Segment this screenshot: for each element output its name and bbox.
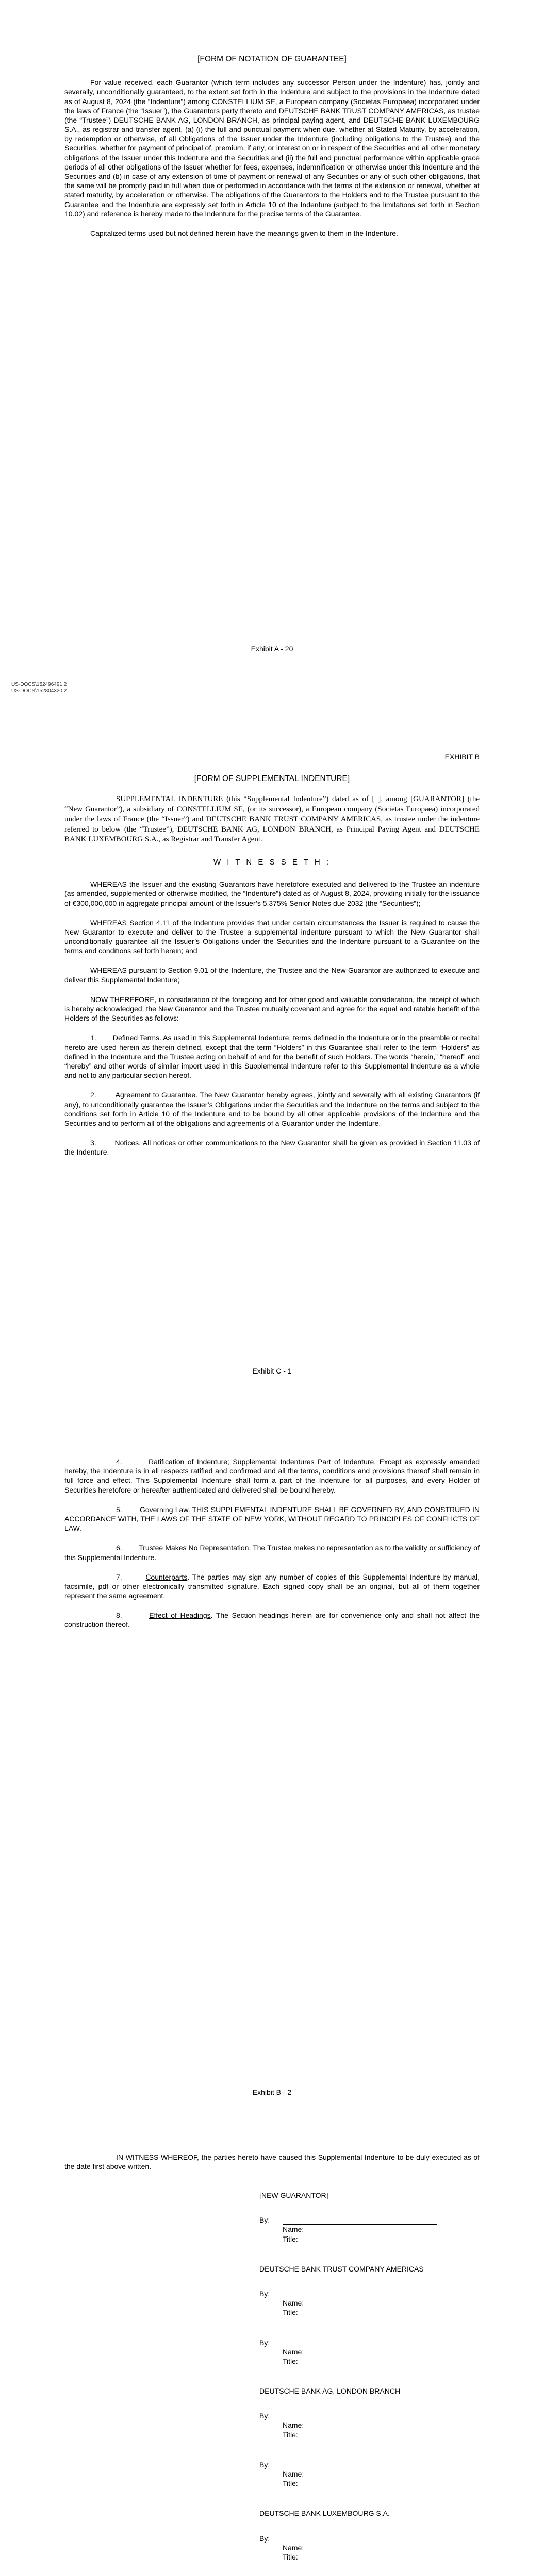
signature-section: [259, 2191, 481, 2576]
section-5-heading: Governing Law: [139, 1505, 188, 1514]
section-4-heading: Ratification of Indenture; Supplemental Indentures Part of Indenture: [149, 1458, 374, 1466]
section-8: [64, 1611, 480, 1629]
section-8-number: 8.: [116, 1611, 122, 1620]
whereas-paragraph-2: WHEREAS Section 4.11 of the Indenture provides that under certain circumstances the Issuer is required to cause the New Guarantor to execute and deliver to the Trustee a supplemental indenture pursuant to which the New Guarantor shall unconditionally guarantee all the Issuer’s Obligations under the Securities and the Indenture pursuant to a Guarantee on the terms and conditions set forth herein; and: [64, 918, 480, 955]
in-witness-paragraph: IN WITNESS WHEREOF, the parties hereto have caused this Supplemental Indenture to be duly executed as of the date first above written.: [64, 2153, 480, 2171]
section-7-heading: Counterparts: [145, 1572, 188, 1581]
signature-line: [283, 2534, 437, 2543]
section-6-number: 6.: [116, 1544, 122, 1552]
doc-id-1: US-DOCS\152496491.2: [11, 682, 67, 687]
page4-body: [64, 2153, 480, 2181]
party-new-guarantor: [NEW GUARANTOR]: [259, 2191, 328, 2199]
section-2-number: 2.: [90, 1091, 96, 1099]
name-label: Name:: [283, 2421, 304, 2430]
section-6: [64, 1543, 480, 1562]
signature-line: [283, 2461, 437, 2469]
section-4-text: . Except as expressly amended hereby, the Indenture is in all respects ratified and confirmed and all the terms, conditions and provisions thereof shall remain in full force and effect. This Supplemental Indenture shall form a part of the Indenture for all purposes, and every Holder of Securities heretofore or hereafter authenticated and delivered shall be bound hereby.: [64, 1458, 480, 1494]
signature-block-new-guarantor: [259, 2215, 481, 2244]
title-label: Title:: [283, 2479, 298, 2488]
page-supplemental-indenture-1: [0, 721, 544, 1391]
section-4-number: 4.: [116, 1458, 122, 1466]
page3-body: [64, 1457, 480, 1640]
section-1-number: 1.: [90, 1033, 96, 1042]
section-3-heading: Notices: [114, 1139, 139, 1147]
party-db-ag-london-branch: DEUTSCHE BANK AG, LONDON BRANCH: [259, 2387, 401, 2396]
page1-body: [64, 54, 480, 248]
page-signatures: [0, 2112, 544, 2576]
section-5: [64, 1505, 480, 1533]
signature-by: [259, 2411, 481, 2420]
by-label: By:: [259, 2216, 270, 2225]
section-1: [64, 1033, 480, 1080]
whereas-paragraph-1: WHEREAS the Issuer and the existing Guarantors have heretofore executed and delivered to the Trustee an indenture (as amended, supplemented or otherwise modified, the “Indenture”) dated as of August 8, 2024, providing initially for the issuance of €300,000,000 in aggregate principal amount of the Issuer’s 5.375% Senior Notes due 2032 (the “Securities”);: [64, 880, 480, 907]
witnesseth-heading: W I T N E S S E T H :: [213, 857, 331, 867]
signature-by: [259, 2338, 481, 2347]
by-label: By:: [259, 2289, 270, 2298]
page1-footer: Exhibit A - 20: [251, 645, 293, 653]
title-label: Title:: [283, 2430, 298, 2439]
page2-body: [64, 774, 480, 1167]
section-3-number: 3.: [90, 1139, 96, 1147]
signature-block-db-americas-2: [259, 2338, 481, 2366]
guarantee-paragraph: For value received, each Guarantor (which term includes any successor Person under the Indenture) has, jointly and severally, unconditionally guaranteed, to the extent set forth in the Indenture and subject to the provisions in the Indenture dated as of August 8, 2024 (the “Indenture”) among CONSTELLIUM SE, a European company (Societas Europaea) incorporated under the laws of France (the “Issuer”), the Guarantors party thereto and DEUTSCHE BANK TRUST COMPANY AMERICAS, as trustee (the “Trustee”) DEUTSCHE BANK AG, LONDON BRANCH, as principal paying agent, and DEUTSCHE BANK LUXEMBOURG S.A., as registrar and transfer agent, (a) (i) the full and punctual payment when due, whether at Stated Maturity, by acceleration, by redemption or otherwise, of all Obligations of the Issuer under the Indenture (including obligations to the Trustee) and the Securities, whether for payment of principal of, premium, if any, or interest on or in respect of the Securities and all other monetary obligations of the Issuer under this Indenture and the Securities and (ii) the full and punctual performance within applicable grace periods of all other obligations of the Issuer whether for fees, expenses, indemnification or otherwise under this Indenture and the Securities and (b) in case of any extension of time of payment or renewal of any Securities or any of such other obligations, that the same will be promptly paid in full when due or performed in accordance with the terms of the extension or renewal, whether at stated maturity, by acceleration or otherwise. The obligations of the Guarantors to the Holders and to the Trustee pursuant to the Guarantee and the Indenture are expressly set forth in Article 10 of the Indenture (subject to the limitations set forth in Section 10.02) and reference is hereby made to the Indenture for the precise terms of the Guarantee.: [64, 78, 480, 218]
signature-line: [283, 2290, 437, 2298]
section-2: [64, 1090, 480, 1128]
name-label: Name:: [283, 2347, 304, 2356]
intro-paragraph: SUPPLEMENTAL INDENTURE (this “Supplemental Indenture”) dated as of [ ], among [GUARANTOR] (the “New Guarantor”), a subsidiary of CONSTELLIUM SE, (or its successor), a European company (Societas Europaea) incorporated under the laws of France (the “Issuer”) and DEUTSCHE BANK TRUST COMPANY AMERICAS, as trustee under the indenture referred to below (the “Trustee”), DEUTSCHE BANK AG, LONDON BRANCH, as Principal Paying Agent and DEUTSCHE BANK LUXEMBOURG S.A., as Registrar and Transfer Agent.: [64, 795, 480, 844]
signature-line: [283, 2412, 437, 2420]
signature-by: [259, 2289, 481, 2298]
title-label: Title:: [283, 2552, 298, 2561]
section-3: [64, 1138, 480, 1157]
name-label: Name:: [283, 2225, 304, 2234]
party-db-trust-company-americas: DEUTSCHE BANK TRUST COMPANY AMERICAS: [259, 2264, 424, 2273]
name-label: Name:: [283, 2470, 304, 2478]
page1-title: [FORM OF NOTATION OF GUARANTEE]: [197, 55, 347, 63]
signature-block-db-london-1: [259, 2411, 481, 2439]
signature-block-db-americas-1: [259, 2289, 481, 2317]
now-therefore-paragraph: NOW THEREFORE, in consideration of the foregoing and for other good and valuable consideration, the receipt of which is hereby acknowledged, the New Guarantor and the Trustee mutually covenant and agree for the equal and ratable benefit of the Holders of the Securities as follows:: [64, 995, 480, 1023]
section-7: [64, 1572, 480, 1601]
page-notation-of-guarantee: [0, 0, 544, 694]
section-1-text: . As used in this Supplemental Indenture, terms defined in the Indenture or in the preamble or recital hereto are used herein as therein defined, except that the term “Holders” in this Guarantee shall refer to the term “Holders” as defined in the Indenture and the Trustee acting on behalf of and for the benefit of such Holders. The words “herein,” “hereof” and “hereby” and other words of similar import used in this Supplemental Indenture refer to this Supplemental Indenture as a whole and not to any particular section hereof.: [64, 1033, 480, 1080]
page2-footer: Exhibit C - 1: [252, 1367, 292, 1375]
signature-by: [259, 2534, 481, 2543]
party-db-luxembourg: DEUTSCHE BANK LUXEMBOURG S.A.: [259, 2509, 390, 2518]
name-label: Name:: [283, 2543, 304, 2552]
title-label: Title:: [283, 2357, 298, 2365]
section-8-text: . The Section headings herein are for convenience only and shall not affect the construction thereof.: [64, 1611, 480, 1629]
signature-block-db-luxembourg-1: [259, 2534, 481, 2562]
exhibit-b-label: EXHIBIT B: [444, 753, 480, 761]
signature-block-db-london-2: [259, 2460, 481, 2488]
section-1-heading: Defined Terms: [112, 1033, 160, 1042]
signature-by: [259, 2460, 481, 2469]
capitalized-terms-paragraph: Capitalized terms used but not defined herein have the meanings given to them in the Indenture.: [90, 229, 398, 238]
signature-by: [259, 2215, 481, 2225]
doc-id-2: US-DOCS\152804320.2: [11, 688, 67, 694]
name-label: Name:: [283, 2299, 304, 2308]
section-2-heading: Agreement to Guarantee: [115, 1091, 196, 1099]
page-supplemental-indenture-2: [0, 1443, 544, 2112]
section-6-text: . The Trustee makes no representation as to the validity or sufficiency of this Supplemental Indenture.: [64, 1544, 480, 1562]
section-4: [64, 1457, 480, 1495]
section-6-heading: Trustee Makes No Representation: [139, 1544, 249, 1552]
section-7-number: 7.: [116, 1572, 122, 1581]
section-5-number: 5.: [116, 1505, 122, 1514]
section-8-heading: Effect of Headings: [149, 1611, 211, 1620]
by-label: By:: [259, 2460, 270, 2469]
signature-line: [283, 2216, 437, 2225]
title-label: Title:: [283, 2234, 298, 2243]
by-label: By:: [259, 2338, 270, 2347]
by-label: By:: [259, 2412, 270, 2420]
by-label: By:: [259, 2534, 270, 2543]
page3-footer: Exhibit B - 2: [252, 2088, 292, 2096]
signature-line: [283, 2338, 437, 2347]
page2-title: [FORM OF SUPPLEMENTAL INDENTURE]: [194, 774, 350, 783]
doc-id-block: [11, 681, 67, 694]
whereas-paragraph-3: WHEREAS pursuant to Section 9.01 of the Indenture, the Trustee and the New Guarantor are authorized to execute and deliver this Supplemental Indenture;: [64, 966, 480, 984]
section-5-text: . THIS SUPPLEMENTAL INDENTURE SHALL BE GOVERNED BY, AND CONSTRUED IN ACCORDANCE WITH, THE LAWS OF THE STATE OF NEW YORK, WITHOUT REGARD TO PRINCIPLES OF CONFLICTS OF LAW.: [64, 1505, 480, 1533]
section-3-text: . All notices or other communications to the New Guarantor shall be given as provided in Section 11.03 of the Indenture.: [64, 1139, 480, 1157]
section-2-text: . The New Guarantor hereby agrees, jointly and severally with all existing Guarantors (if any), to unconditionally guarantee the Issuer’s Obligations under the Securities and the Indenture on the terms and subject to the conditions set forth in Article 10 of the Indenture and to be bound by all other applicable provisions of the Indenture and the Securities and to perform all of the obligations and agreements of a Guarantor under the Indenture.: [64, 1091, 480, 1127]
title-label: Title:: [283, 2308, 298, 2317]
section-7-text: . The parties may sign any number of copies of this Supplemental Indenture by manual, facsimile, pdf or other electronically transmitted signature. Each signed copy shall be an original, but all of them together represent the same agreement.: [64, 1572, 480, 1600]
